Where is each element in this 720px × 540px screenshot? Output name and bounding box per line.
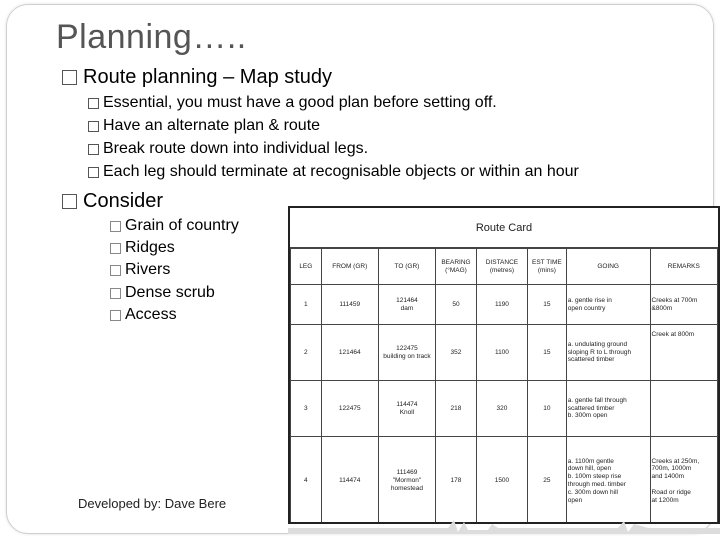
header-from: FROM (GR) [321, 249, 378, 285]
cell-distance: 320 [476, 381, 527, 437]
cell-leg: 4 [291, 437, 322, 525]
bullet-box-icon [88, 121, 99, 132]
cell-going: a. undulating ground sloping R to L through scattered timber [566, 325, 650, 381]
cell-distance: 1190 [476, 285, 527, 325]
table-row [291, 381, 718, 437]
bullet-box-icon [88, 98, 99, 109]
bullet-text: Essential, you must have a good plan before setting off. [103, 94, 497, 111]
bullet-text: Grain of country [125, 217, 239, 234]
bullet-box-icon [110, 265, 121, 276]
cell-time: 25 [527, 437, 566, 525]
cell-time: 15 [527, 285, 566, 325]
section-heading: Route planning – Map study [83, 66, 333, 88]
cell-from: 111459 [321, 285, 378, 325]
bullet-box-icon [88, 144, 99, 155]
cell-time: 10 [527, 381, 566, 437]
header-going: GOING [566, 249, 650, 285]
consider-item [110, 239, 175, 257]
cell-from: 122475 [321, 381, 378, 437]
bullet-text: Ridges [125, 239, 175, 256]
cell-remarks: Creeks at 250m, 700m, 1000m and 1400m Road or ridge at 1200m [650, 437, 717, 525]
bullet-box-icon [88, 167, 99, 178]
table-row [291, 285, 718, 325]
cell-to: 121464 dam [378, 285, 435, 325]
section-heading: Consider [83, 190, 164, 212]
route-card-image [288, 206, 720, 524]
torn-edge-decoration [288, 518, 720, 534]
bullet-box-icon [110, 243, 121, 254]
bullet-point [88, 140, 368, 158]
bullet-text: Have an alternate plan & route [103, 117, 321, 134]
cell-going: a. gentle rise in open country [566, 285, 650, 325]
cell-time: 15 [527, 325, 566, 381]
bullet-box-icon [110, 221, 121, 232]
header-est-time: EST TIME (mins) [527, 249, 566, 285]
cell-to: 114474 Knoll [378, 381, 435, 437]
cell-remarks: Creek at 800m [650, 325, 717, 381]
cell-from: 121464 [321, 325, 378, 381]
cell-going: a. gentle fall through scattered timber b. 300m open [566, 381, 650, 437]
cell-bearing: 50 [436, 285, 477, 325]
cell-bearing: 352 [436, 325, 477, 381]
section-route-planning [62, 66, 332, 89]
bullet-text: Rivers [125, 261, 171, 278]
cell-leg: 2 [291, 325, 322, 381]
table-row [291, 325, 718, 381]
consider-item [110, 306, 177, 324]
header-remarks: REMARKS [650, 249, 717, 285]
cell-remarks [650, 381, 717, 437]
header-leg: LEG [291, 249, 322, 285]
consider-item [110, 217, 239, 235]
bullet-text: Break route down into individual legs. [103, 140, 369, 157]
cell-bearing: 178 [436, 437, 477, 525]
slide-title: Planning….. [56, 18, 247, 56]
bullet-text: Dense scrub [125, 284, 215, 301]
bullet-point [88, 163, 579, 181]
cell-going: a. 1100m gentle down hill, open b. 100m steep rise through med. timber c. 300m down hill open [566, 437, 650, 525]
table-row [291, 437, 718, 525]
bullet-box-icon [110, 288, 121, 299]
header-to: TO (GR) [378, 249, 435, 285]
route-card-title: Route Card [290, 208, 718, 248]
section-consider [62, 190, 163, 213]
consider-item [110, 261, 170, 279]
cell-bearing: 218 [436, 381, 477, 437]
bullet-text: Each leg should terminate at recognisable objects or within an hour [103, 163, 579, 180]
cell-to: 122475 building on track [378, 325, 435, 381]
cell-from: 114474 [321, 437, 378, 525]
cell-to: 111469 "Mormon" homestead [378, 437, 435, 525]
bullet-box-icon [62, 70, 77, 85]
cell-distance: 1100 [476, 325, 527, 381]
bullet-box-icon [110, 310, 121, 321]
author-credit: Developed by: Dave Bere [78, 496, 227, 511]
header-bearing: BEARING (°MAG) [436, 249, 477, 285]
cell-remarks: Creeks at 700m &800m [650, 285, 717, 325]
table-header-row [291, 249, 718, 285]
bullet-point [88, 94, 497, 112]
cell-leg: 1 [291, 285, 322, 325]
header-distance: DISTANCE (metres) [476, 249, 527, 285]
bullet-box-icon [62, 194, 77, 209]
cell-leg: 3 [291, 381, 322, 437]
cell-distance: 1500 [476, 437, 527, 525]
route-card-table [290, 248, 718, 524]
bullet-point [88, 117, 320, 135]
bullet-text: Access [125, 306, 177, 323]
consider-item [110, 284, 215, 302]
